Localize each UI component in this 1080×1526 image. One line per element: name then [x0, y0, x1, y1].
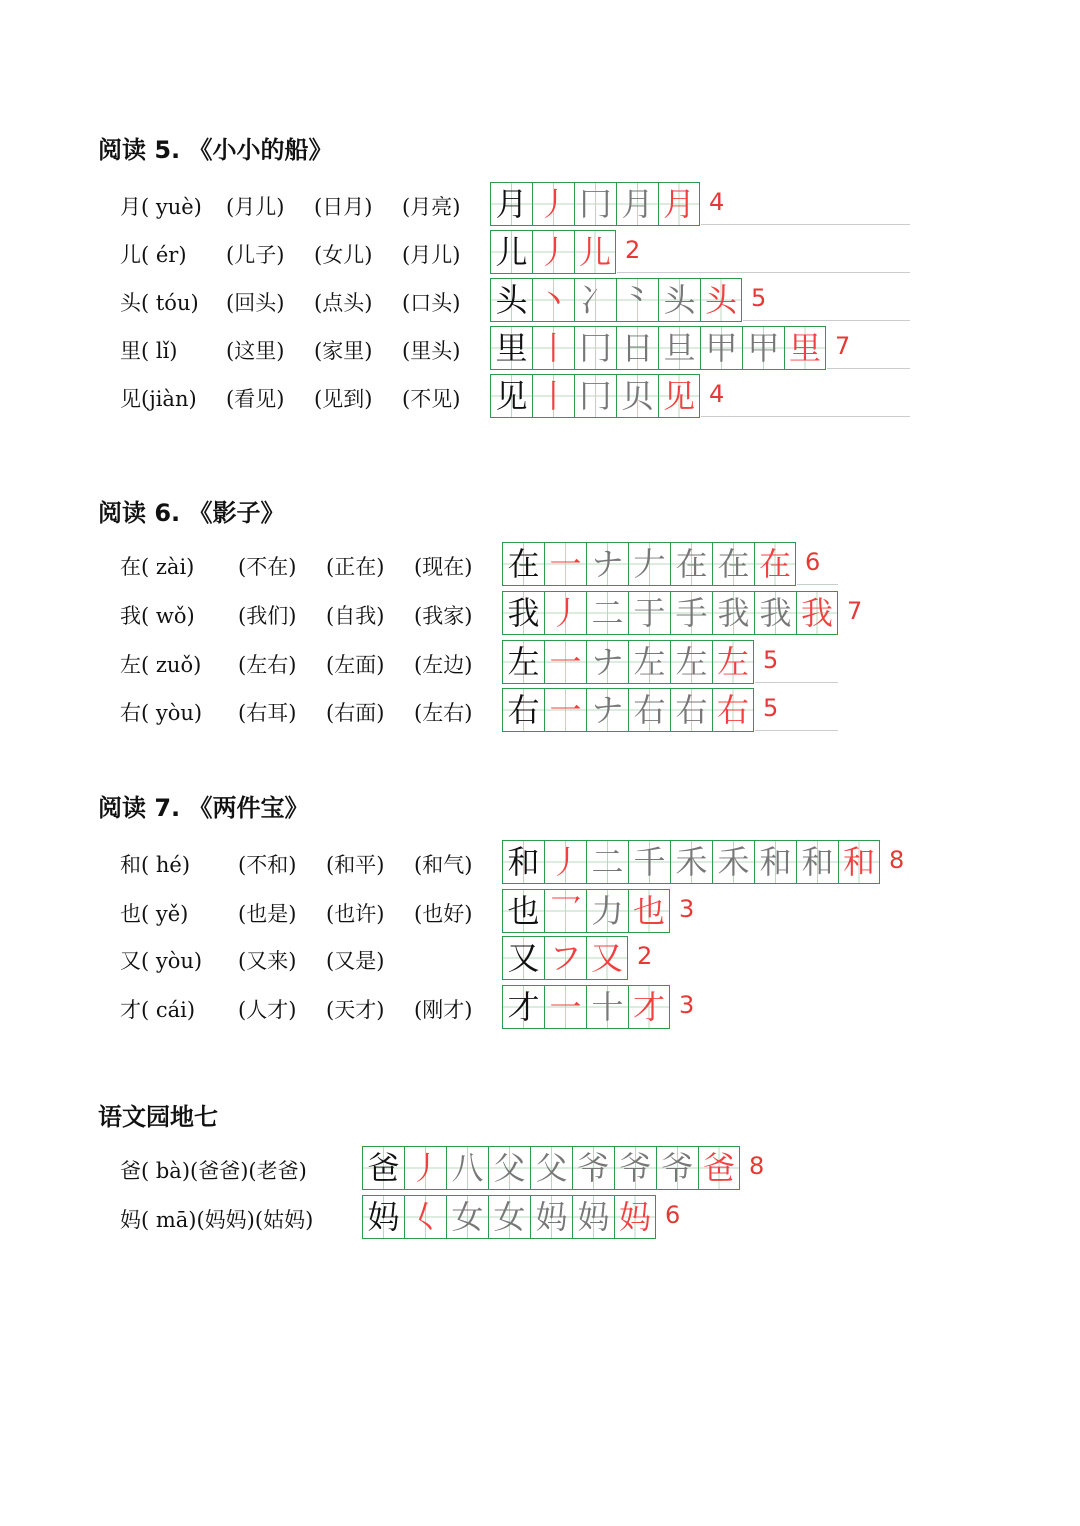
vocab-word: (口头) — [402, 291, 461, 315]
stroke-step-cell: 手 — [670, 592, 712, 634]
character-row — [98, 889, 998, 933]
stroke-step-cell: 又 — [586, 937, 628, 979]
stroke-step-cell: 一 — [544, 986, 586, 1028]
main-character-cell: 里 — [490, 327, 532, 369]
main-character-cell: 在 — [502, 543, 544, 585]
grid-baseline — [797, 584, 838, 585]
stroke-count: 6 — [665, 1201, 681, 1229]
stroke-count: 8 — [889, 846, 905, 874]
vocab-word: (不和) — [238, 853, 297, 877]
stroke-step-cell: 妈 — [530, 1196, 572, 1238]
vocab-word: (又是) — [326, 949, 385, 973]
vocab-word: (刚才) — [414, 998, 473, 1022]
stroke-step-cell: 右 — [712, 689, 754, 731]
stroke-step-cell: 八 — [446, 1147, 488, 1189]
grid-baseline — [755, 682, 838, 683]
stroke-count: 4 — [709, 380, 725, 408]
stroke-step-cell: 丿 — [544, 841, 586, 883]
stroke-step-cell: 头 — [658, 279, 700, 321]
vocab-word: (又来) — [238, 949, 297, 973]
character-row — [98, 542, 998, 586]
vocab-word: (月亮) — [402, 195, 461, 219]
main-character-cell: 也 — [502, 890, 544, 932]
vocab-word: (左边) — [414, 653, 473, 677]
vocab-word: (不见) — [402, 387, 461, 411]
character-pinyin-label: 里( lǐ) — [120, 339, 178, 363]
vocab-word: (左右) — [414, 701, 473, 725]
stroke-step-cell: 我 — [712, 592, 754, 634]
stroke-step-cell: 千 — [628, 841, 670, 883]
stroke-step-cell: 我 — [796, 592, 838, 634]
section-title: 语文园地七 — [98, 1103, 218, 1131]
stroke-step-cell: 在 — [712, 543, 754, 585]
character-row — [98, 591, 998, 635]
character-pinyin-label: 见(jiàn) — [120, 387, 197, 411]
character-pinyin-label: 又( yòu) — [120, 949, 203, 973]
section-title: 阅读 5. 《小小的船》 — [98, 136, 333, 164]
stroke-order-grid — [490, 326, 826, 370]
stroke-step-cell: 丶 — [532, 279, 574, 321]
vocab-word: (现在) — [414, 555, 473, 579]
character-pinyin-label: 头( tóu) — [120, 291, 199, 315]
stroke-step-cell: 我 — [754, 592, 796, 634]
stroke-step-cell: 冂 — [574, 375, 616, 417]
stroke-count: 7 — [835, 332, 851, 360]
vocab-word: (儿子) — [226, 243, 285, 267]
stroke-count: 3 — [679, 895, 695, 923]
stroke-step-cell: 𠂇 — [628, 543, 670, 585]
stroke-step-cell: 在 — [670, 543, 712, 585]
stroke-step-cell: 妈 — [572, 1196, 614, 1238]
stroke-order-grid — [502, 840, 880, 884]
grid-baseline — [827, 368, 910, 369]
stroke-step-cell: 冫 — [574, 279, 616, 321]
stroke-step-cell: 冂 — [574, 183, 616, 225]
stroke-step-cell: 力 — [586, 890, 628, 932]
vocab-word: (右面) — [326, 701, 385, 725]
vocab-word: (天才) — [326, 998, 385, 1022]
stroke-step-cell: 爸 — [698, 1147, 740, 1189]
stroke-step-cell: 父 — [488, 1147, 530, 1189]
section-title: 阅读 7. 《两件宝》 — [98, 794, 309, 822]
stroke-step-cell: 月 — [616, 183, 658, 225]
vocab-word: (人才) — [238, 998, 297, 1022]
character-row — [98, 1195, 998, 1239]
stroke-count: 7 — [847, 597, 863, 625]
stroke-step-cell: 女 — [446, 1196, 488, 1238]
stroke-order-grid — [502, 936, 628, 980]
stroke-step-cell: 父 — [530, 1147, 572, 1189]
stroke-step-cell: 右 — [670, 689, 712, 731]
vocab-word: (家里) — [314, 339, 373, 363]
vocab-word: (女儿) — [314, 243, 373, 267]
main-character-cell: 妈 — [362, 1196, 404, 1238]
stroke-count: 2 — [637, 942, 653, 970]
character-pinyin-label: 在( zài) — [120, 555, 195, 579]
vocab-word: (自我) — [326, 604, 385, 628]
character-pinyin-label: 和( hé) — [120, 853, 191, 877]
stroke-step-cell: 爷 — [572, 1147, 614, 1189]
stroke-step-cell: 乛 — [544, 890, 586, 932]
character-pinyin-label: 妈( mā)(妈妈)(姑妈) — [120, 1208, 314, 1232]
vocab-word: (见到) — [314, 387, 373, 411]
grid-baseline — [617, 272, 910, 273]
grid-baseline — [701, 416, 910, 417]
main-character-cell: 头 — [490, 279, 532, 321]
vocab-word: (我们) — [238, 604, 297, 628]
vocab-word: (也是) — [238, 902, 297, 926]
stroke-step-cell: 二 — [586, 592, 628, 634]
main-character-cell: 我 — [502, 592, 544, 634]
stroke-step-cell: 头 — [700, 279, 742, 321]
stroke-step-cell: 左 — [712, 641, 754, 683]
stroke-step-cell: 于 — [628, 592, 670, 634]
stroke-step-cell: 和 — [754, 841, 796, 883]
main-character-cell: 左 — [502, 641, 544, 683]
stroke-step-cell: 和 — [796, 841, 838, 883]
character-row — [98, 840, 998, 884]
character-pinyin-label: 月( yuè) — [120, 195, 202, 219]
character-row — [98, 230, 998, 274]
stroke-step-cell: ナ — [586, 543, 628, 585]
vocab-word: (月儿) — [402, 243, 461, 267]
stroke-step-cell: 见 — [658, 375, 700, 417]
stroke-step-cell: 左 — [670, 641, 712, 683]
vocab-word: (看见) — [226, 387, 285, 411]
vocab-word: (这里) — [226, 339, 285, 363]
character-row — [98, 278, 998, 322]
character-pinyin-label: 才( cái) — [120, 998, 196, 1022]
vocab-word: (左面) — [326, 653, 385, 677]
stroke-order-grid — [502, 542, 796, 586]
character-row — [98, 688, 998, 732]
character-row — [98, 182, 998, 226]
main-character-cell: 儿 — [490, 231, 532, 273]
stroke-step-cell: 女 — [488, 1196, 530, 1238]
stroke-step-cell: 丿 — [532, 183, 574, 225]
stroke-step-cell: 旦 — [658, 327, 700, 369]
stroke-count: 5 — [751, 284, 767, 312]
stroke-order-grid — [362, 1146, 740, 1190]
stroke-step-cell: 右 — [628, 689, 670, 731]
vocab-word: (也许) — [326, 902, 385, 926]
stroke-step-cell: 二 — [586, 841, 628, 883]
stroke-step-cell: 禾 — [670, 841, 712, 883]
stroke-step-cell: 妈 — [614, 1196, 656, 1238]
character-row — [98, 1146, 998, 1190]
section-title: 阅读 6. 《影子》 — [98, 499, 285, 527]
stroke-step-cell: 在 — [754, 543, 796, 585]
vocab-word: (点头) — [314, 291, 373, 315]
stroke-count: 4 — [709, 188, 725, 216]
stroke-step-cell: 丿 — [404, 1147, 446, 1189]
character-row — [98, 326, 998, 370]
stroke-step-cell: 甲 — [742, 327, 784, 369]
stroke-order-grid — [502, 985, 670, 1029]
main-character-cell: 右 — [502, 689, 544, 731]
main-character-cell: 月 — [490, 183, 532, 225]
vocab-word: (我家) — [414, 604, 473, 628]
stroke-order-grid — [490, 182, 700, 226]
character-row — [98, 985, 998, 1029]
stroke-step-cell: 冂 — [574, 327, 616, 369]
stroke-order-grid — [490, 230, 616, 274]
stroke-step-cell: 儿 — [574, 231, 616, 273]
main-character-cell: 爸 — [362, 1147, 404, 1189]
vocab-word: (里头) — [402, 339, 461, 363]
stroke-step-cell: 里 — [784, 327, 826, 369]
stroke-step-cell: 十 — [586, 986, 628, 1028]
stroke-step-cell: ナ — [586, 689, 628, 731]
stroke-order-grid — [502, 640, 754, 684]
character-pinyin-label: 我( wǒ) — [120, 604, 195, 628]
vocab-word: (左右) — [238, 653, 297, 677]
main-character-cell: 见 — [490, 375, 532, 417]
vocab-word: (不在) — [238, 555, 297, 579]
stroke-step-cell: 日 — [616, 327, 658, 369]
stroke-count: 6 — [805, 548, 821, 576]
vocab-word: (回头) — [226, 291, 285, 315]
character-pinyin-label: 右( yòu) — [120, 701, 203, 725]
stroke-step-cell: 一 — [544, 689, 586, 731]
character-row — [98, 374, 998, 418]
stroke-order-grid — [502, 591, 838, 635]
stroke-step-cell: 爷 — [656, 1147, 698, 1189]
stroke-count: 2 — [625, 236, 641, 264]
vocab-word: (也好) — [414, 902, 473, 926]
vocab-word: (和平) — [326, 853, 385, 877]
character-row — [98, 936, 998, 980]
stroke-count: 8 — [749, 1152, 765, 1180]
stroke-count: 3 — [679, 991, 695, 1019]
stroke-step-cell: 月 — [658, 183, 700, 225]
character-row — [98, 640, 998, 684]
stroke-step-cell: 才 — [628, 986, 670, 1028]
stroke-order-grid — [502, 889, 670, 933]
main-character-cell: 和 — [502, 841, 544, 883]
grid-baseline — [755, 730, 838, 731]
vocab-word: (月儿) — [226, 195, 285, 219]
stroke-step-cell: 一 — [544, 543, 586, 585]
stroke-step-cell: ナ — [586, 641, 628, 683]
stroke-step-cell: 𡿨 — [404, 1196, 446, 1238]
main-character-cell: 才 — [502, 986, 544, 1028]
stroke-count: 5 — [763, 646, 779, 674]
stroke-order-grid — [362, 1195, 656, 1239]
character-pinyin-label: 也( yě) — [120, 902, 189, 926]
stroke-step-cell: 丨 — [532, 375, 574, 417]
stroke-step-cell: 禾 — [712, 841, 754, 883]
vocab-word: (日月) — [314, 195, 373, 219]
grid-baseline — [701, 224, 910, 225]
stroke-step-cell: ⺀ — [616, 279, 658, 321]
grid-baseline — [743, 320, 910, 321]
stroke-step-cell: 丿 — [532, 231, 574, 273]
stroke-step-cell: フ — [544, 937, 586, 979]
stroke-order-grid — [490, 278, 742, 322]
vocab-word: (和气) — [414, 853, 473, 877]
stroke-order-grid — [502, 688, 754, 732]
character-pinyin-label: 左( zuǒ) — [120, 653, 202, 677]
main-character-cell: 又 — [502, 937, 544, 979]
vocab-word: (正在) — [326, 555, 385, 579]
stroke-step-cell: 甲 — [700, 327, 742, 369]
stroke-step-cell: 爷 — [614, 1147, 656, 1189]
stroke-step-cell: 也 — [628, 890, 670, 932]
stroke-step-cell: 一 — [544, 641, 586, 683]
stroke-step-cell: 丿 — [544, 592, 586, 634]
vocab-word: (右耳) — [238, 701, 297, 725]
stroke-step-cell: 左 — [628, 641, 670, 683]
stroke-order-grid — [490, 374, 700, 418]
stroke-step-cell: 贝 — [616, 375, 658, 417]
stroke-step-cell: 丨 — [532, 327, 574, 369]
stroke-step-cell: 和 — [838, 841, 880, 883]
character-pinyin-label: 儿( ér) — [120, 243, 187, 267]
stroke-count: 5 — [763, 694, 779, 722]
character-pinyin-label: 爸( bà)(爸爸)(老爸) — [120, 1159, 307, 1183]
